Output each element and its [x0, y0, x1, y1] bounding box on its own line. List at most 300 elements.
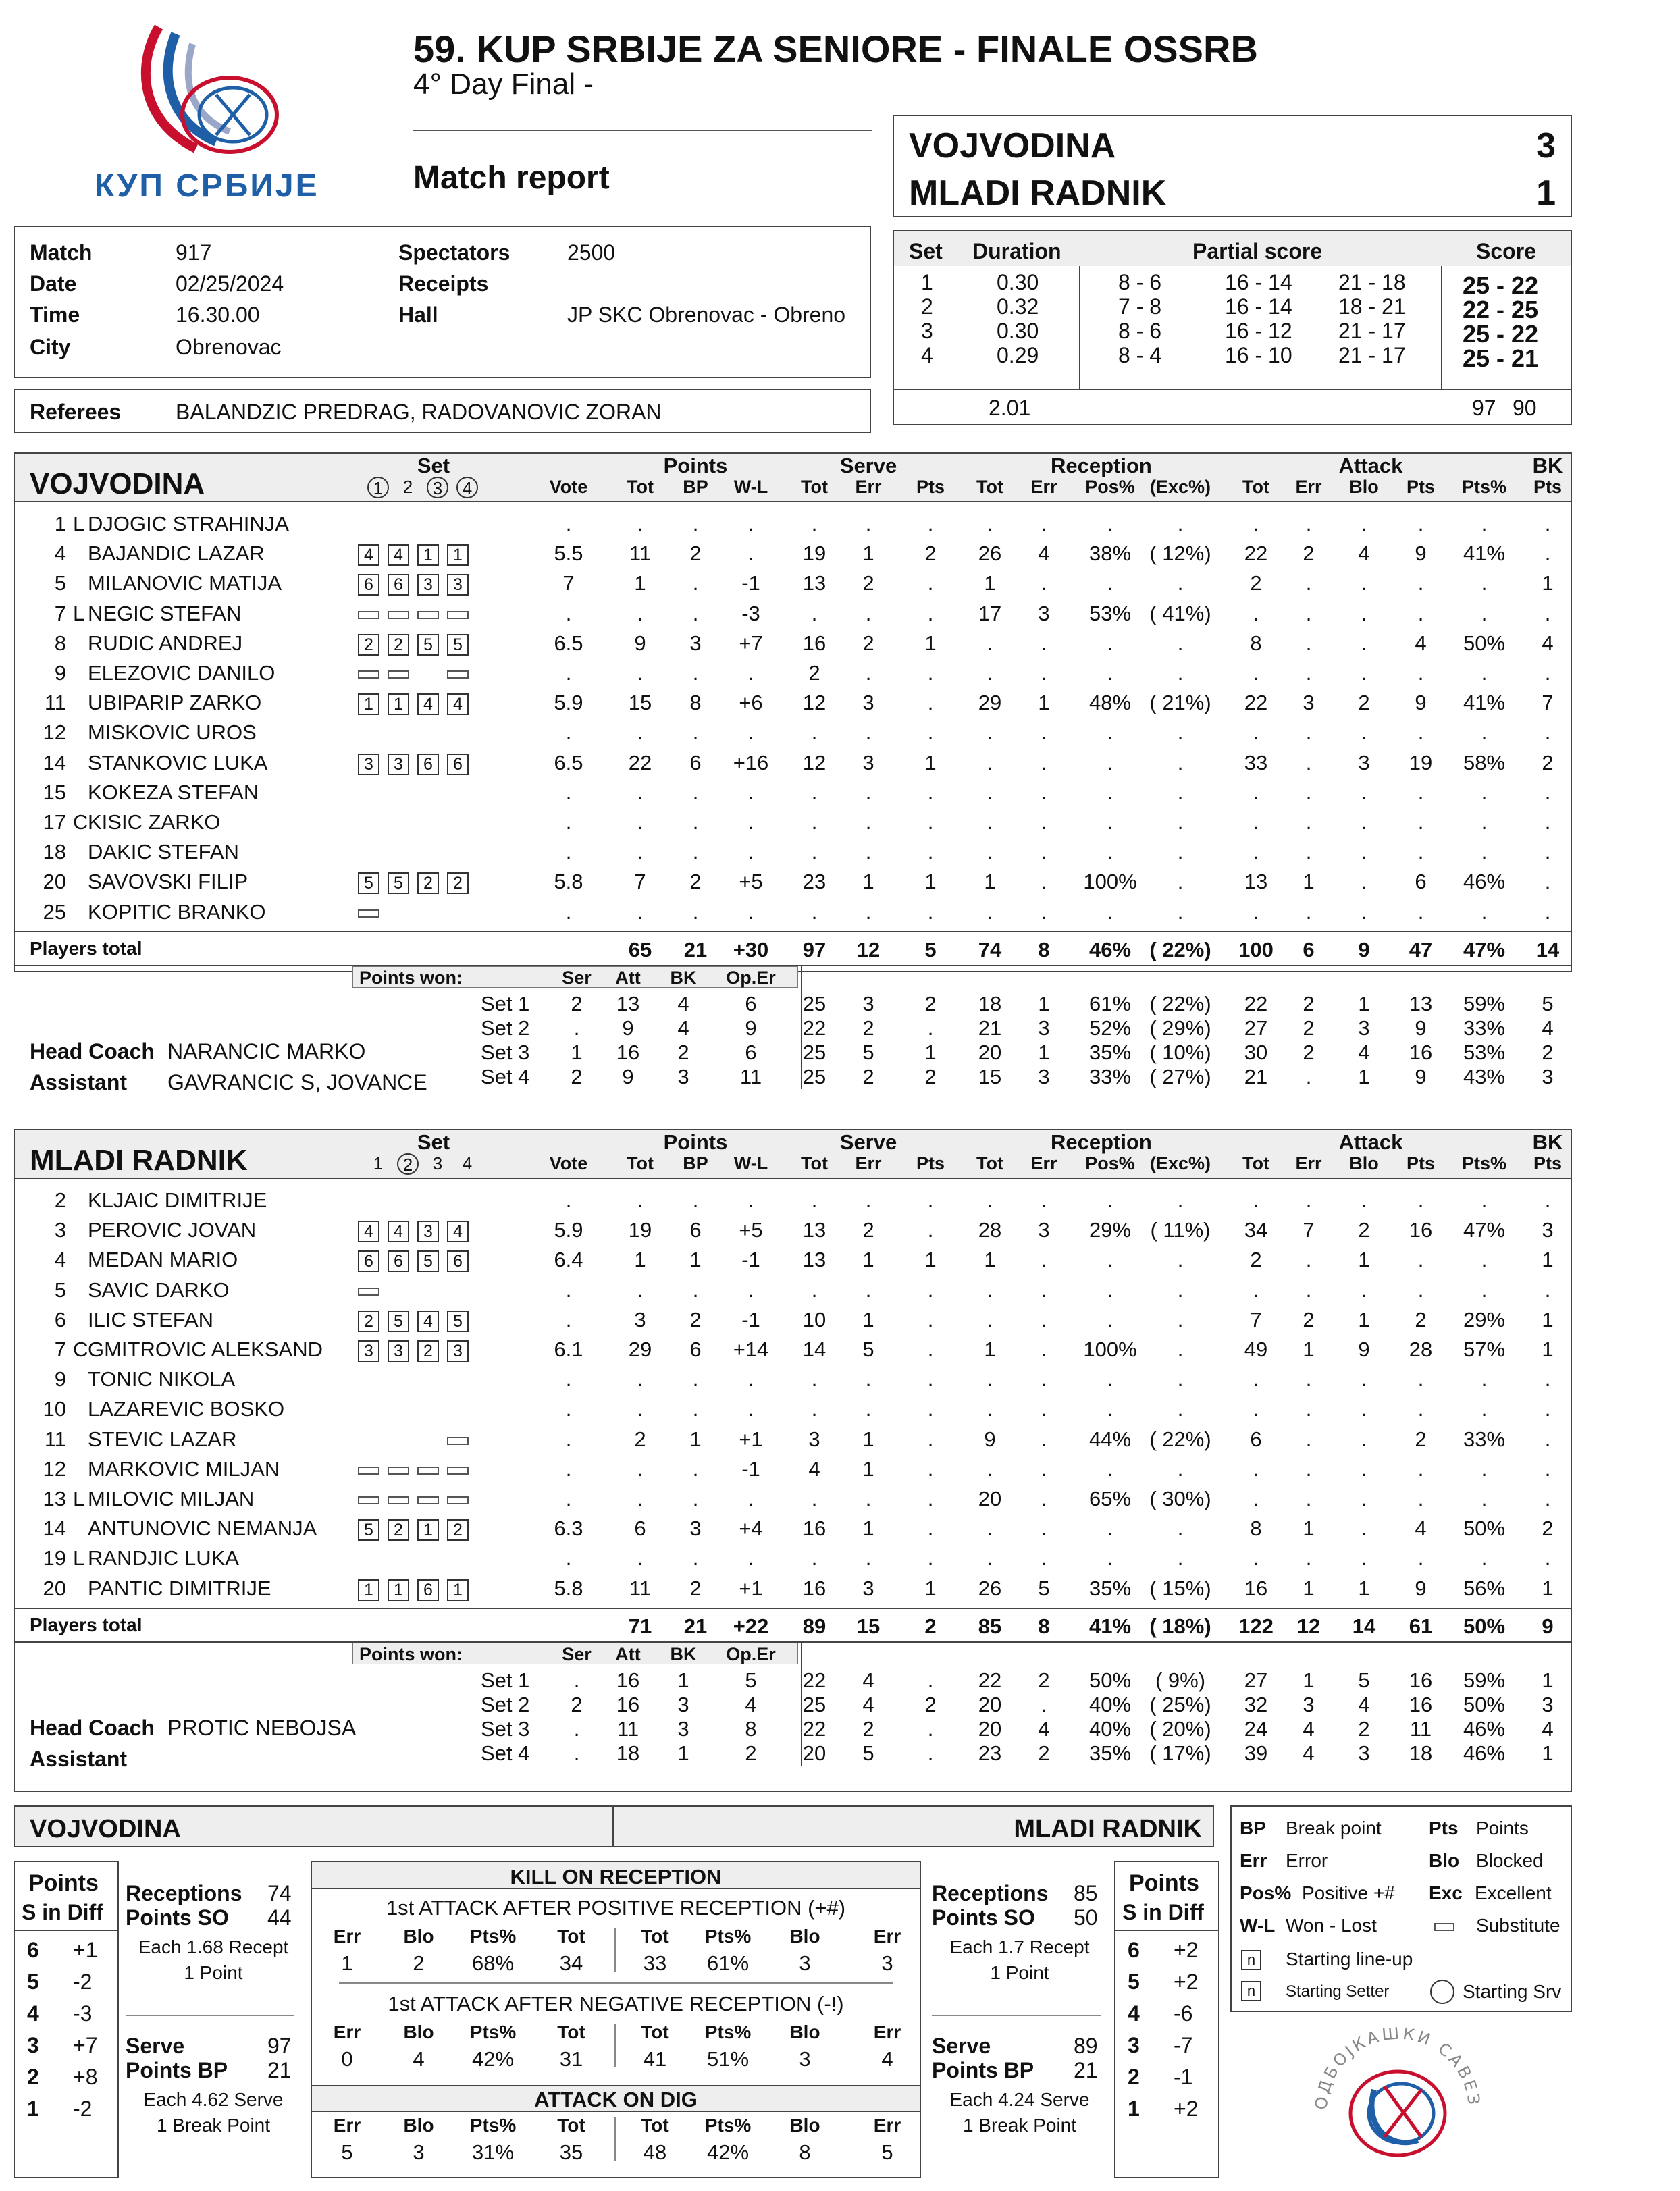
stat-bp: 8: [689, 691, 702, 715]
negative-value: 4: [413, 2047, 425, 2071]
stat-ablo: 1: [1358, 1307, 1370, 1331]
serve-label: Serve: [932, 2034, 991, 2058]
per-set-atot: 30: [1244, 1040, 1268, 1064]
substitute-marker: [358, 1288, 379, 1296]
stat-rexc: ( 41%): [1149, 601, 1211, 625]
receipts-label: Receipts: [398, 271, 489, 296]
stat-bk: .: [1544, 661, 1551, 685]
stat-tot: 11: [629, 1576, 652, 1600]
positive-value: 68%: [471, 1951, 515, 1975]
stat-atot: 16: [1244, 1576, 1268, 1600]
stat-rtot: .: [987, 661, 993, 685]
stat-tot: .: [637, 1188, 644, 1212]
stat-aerr: .: [1305, 1456, 1312, 1481]
stat-rerr: .: [1041, 840, 1047, 864]
per-set-serr: 3: [862, 991, 874, 1015]
per-set-rpos: 50%: [1088, 1668, 1132, 1692]
stat-stot: .: [811, 1397, 818, 1421]
players-total-label: Players total: [30, 1614, 142, 1635]
stat-serr: .: [865, 1487, 872, 1510]
stat-tot: .: [637, 1277, 644, 1302]
stat-atot: 22: [1244, 542, 1268, 566]
stat-rerr: .: [1041, 1307, 1047, 1331]
stat-rerr: .: [1041, 810, 1047, 834]
header-line: [15, 501, 1571, 502]
stat-wl: -1: [741, 571, 760, 596]
player-row: [15, 900, 1571, 930]
stat-tot: 6: [634, 1516, 646, 1541]
total-line: [15, 1608, 1571, 1609]
rotation-diff: +2: [1174, 2096, 1199, 2121]
player-row: [15, 1546, 1571, 1576]
lineup-position-box: 5: [447, 1311, 469, 1332]
stat-apts: 2: [1415, 1427, 1427, 1451]
lineup-position-box: 6: [447, 1250, 469, 1272]
stat-spts: .: [927, 1427, 934, 1451]
legend-value: Substitute: [1476, 1915, 1560, 1936]
stat-bp: 3: [689, 631, 702, 655]
negative-header: Tot: [641, 2022, 669, 2042]
stat-stot: .: [811, 1546, 818, 1570]
per-set-spts: .: [927, 1668, 934, 1692]
stat-rtot: 17: [978, 601, 1002, 625]
stat-wl: +4: [739, 1516, 763, 1541]
stat-wl: .: [747, 1188, 754, 1212]
per-set-rpos: 40%: [1088, 1716, 1132, 1741]
stat-rexc: .: [1177, 840, 1184, 864]
stat-bk: 4: [1542, 631, 1554, 655]
stat-spts: .: [927, 691, 934, 715]
lineup-position-box: 3: [388, 1340, 409, 1362]
negative-title: 1st ATTACK AFTER NEGATIVE RECEPTION (-!): [388, 1992, 844, 2015]
total-bk: 14: [1535, 937, 1560, 961]
stat-rpos: .: [1107, 631, 1113, 655]
stat-stot: .: [811, 840, 818, 864]
stat-rtot: 29: [978, 691, 1002, 715]
stat-rtot: .: [987, 1367, 993, 1392]
stat-rexc: .: [1177, 1397, 1184, 1421]
stat-rtot: 1: [984, 1248, 996, 1272]
stat-spts: .: [927, 1367, 934, 1392]
hall-value: JP SKC Obrenovac - Obreno: [567, 302, 846, 327]
per-set-bk: 3: [677, 1692, 689, 1716]
serve-value: 97: [267, 2034, 292, 2058]
set-number: 4: [921, 343, 933, 367]
per-set-rtot: 21: [978, 1015, 1002, 1040]
substitute-marker: [358, 909, 379, 918]
per-set-serr: 5: [862, 1040, 874, 1064]
per-set-bk: 4: [1542, 1015, 1554, 1040]
points-won-label: Points won:: [359, 967, 463, 988]
col-header-apct: Pts%: [1461, 477, 1507, 497]
stat-atot: 2: [1250, 1248, 1262, 1272]
stat-stot: .: [811, 899, 818, 924]
stat-rpos: .: [1107, 512, 1113, 535]
stat-rerr: .: [1041, 1338, 1047, 1361]
col-header-aerr: Err: [1295, 477, 1322, 497]
pw-header-att: Att: [615, 967, 641, 988]
per-set-aerr: 3: [1303, 1692, 1315, 1716]
kup-logo-text: КУП СРБИЈЕ: [95, 168, 319, 204]
per-set-aerr: 1: [1303, 1668, 1315, 1692]
negative-value: 4: [881, 2047, 893, 2071]
stat-tot: 1: [634, 1248, 646, 1272]
dig-value: 5: [881, 2140, 893, 2164]
stat-tot: 11: [629, 542, 652, 566]
per-set-serr: 4: [862, 1668, 874, 1692]
stat-rtot: 20: [978, 1487, 1002, 1510]
player-name: STANKOVIC LUKA: [88, 750, 268, 774]
seal-text: ОДБОЈКАШКИ САВЕЗ: [1311, 2024, 1484, 2111]
per-set-bk: 4: [677, 991, 689, 1015]
total-serr: 15: [856, 1614, 881, 1638]
lineup-position-box: 2: [388, 1519, 409, 1541]
col-header-vote: Vote: [549, 1153, 588, 1173]
player-number: 8: [54, 631, 66, 655]
stat-rpos: 100%: [1083, 870, 1137, 894]
starting-serve-circle: 2: [397, 1153, 419, 1175]
stat-aerr: .: [1305, 1367, 1312, 1392]
player-row: [15, 1516, 1571, 1546]
legend-value: Won - Lost: [1286, 1915, 1377, 1936]
per-set-aerr: 2: [1303, 1015, 1315, 1040]
player-role: L: [73, 1546, 85, 1570]
stat-wl: +1: [739, 1576, 763, 1600]
stat-serr: .: [865, 840, 872, 864]
total-atot: 122: [1238, 1614, 1274, 1638]
stat-ablo: 2: [1358, 1218, 1370, 1242]
negative-value: 42%: [471, 2047, 515, 2071]
per-set-aerr: .: [1305, 1064, 1312, 1088]
stat-apts: .: [1417, 720, 1424, 745]
stat-rpos: .: [1107, 1248, 1113, 1272]
per-set-apts: 13: [1409, 991, 1433, 1015]
per-set-apct: 50%: [1463, 1692, 1506, 1716]
stat-stot: 12: [802, 691, 826, 715]
stat-stot: 16: [802, 1516, 826, 1541]
per-set-serr: 4: [862, 1692, 874, 1716]
stat-rtot: .: [987, 840, 993, 864]
per-set-rpos: 33%: [1088, 1064, 1132, 1088]
per-set-bk: 3: [1542, 1064, 1554, 1088]
stat-bp: .: [692, 899, 699, 924]
positive-value: 3: [881, 1951, 893, 1975]
stat-apct: 56%: [1463, 1576, 1506, 1600]
lineup-position-box: 2: [447, 872, 469, 894]
total-spts: 5: [924, 937, 937, 961]
stat-spts: .: [927, 1487, 934, 1510]
set-score: 22 - 25: [1463, 296, 1539, 323]
player-number: 6: [54, 1307, 66, 1331]
player-row: [15, 1248, 1571, 1277]
stat-rpos: .: [1107, 780, 1113, 804]
col-header-ablo: Blo: [1349, 1153, 1379, 1173]
stat-vote: .: [565, 780, 572, 804]
per-set-bk: 1: [1542, 1741, 1554, 1765]
dig-value: 5: [341, 2140, 353, 2164]
set-duration: 0.30: [997, 270, 1039, 294]
per-set-ser: .: [573, 1015, 580, 1040]
stat-atot: .: [1253, 1397, 1259, 1421]
stat-rtot: .: [987, 810, 993, 834]
dig-header: Pts%: [469, 2115, 517, 2136]
per-set-aerr: 4: [1303, 1741, 1315, 1765]
stat-bp: .: [692, 1188, 699, 1212]
stat-spts: .: [927, 899, 934, 924]
stat-atot: .: [1253, 661, 1259, 685]
stat-aerr: 7: [1303, 1218, 1315, 1242]
stat-vote: .: [565, 899, 572, 924]
lineup-position-box: 4: [417, 1311, 439, 1332]
stat-atot: .: [1253, 1188, 1259, 1212]
per-set-spts: .: [927, 1741, 934, 1765]
stat-aerr: .: [1305, 1397, 1312, 1421]
lineup-position-box: 3: [447, 574, 469, 596]
stat-aerr: .: [1305, 1188, 1312, 1212]
stat-tot: .: [637, 512, 644, 535]
total-rexc: ( 22%): [1149, 937, 1211, 961]
stat-rtot: .: [987, 780, 993, 804]
result-team-b: MLADI RADNIK: [909, 174, 1167, 213]
player-number: 3: [54, 1218, 66, 1242]
receptions-value: 85: [1074, 1881, 1098, 1905]
legend-value: Error: [1286, 1850, 1328, 1871]
stat-vote: 6.5: [554, 631, 583, 655]
stat-apts: 19: [1409, 750, 1433, 774]
per-set-rerr: 1: [1038, 991, 1050, 1015]
stat-tot: .: [637, 1487, 644, 1510]
stat-ablo: 1: [1358, 1576, 1370, 1600]
per-set-ser: .: [573, 1668, 580, 1692]
stat-rtot: .: [987, 1277, 993, 1302]
player-name: SAVOVSKI FILIP: [88, 870, 248, 894]
rotation-setter: 6: [27, 1938, 39, 1962]
player-role: C: [73, 810, 88, 834]
stat-atot: .: [1253, 1546, 1259, 1570]
rotation-diff: +2: [1174, 1970, 1199, 1994]
set-score: 25 - 22: [1463, 320, 1539, 348]
page-title: 59. KUP SRBIJE ZA SENIORE - FINALE OSSRB: [413, 28, 1258, 70]
col-header-bp: BP: [683, 477, 708, 497]
stat-vote: .: [565, 1367, 572, 1392]
total-atot: 100: [1238, 937, 1274, 961]
per-set-rexc: ( 9%): [1155, 1668, 1206, 1692]
lineup-position-box: 5: [358, 872, 379, 894]
stat-rpos: .: [1107, 899, 1113, 924]
stat-stot: .: [811, 1367, 818, 1392]
per-set-atot: 39: [1244, 1741, 1268, 1765]
pw-header-bk2: BK: [670, 1643, 697, 1664]
stat-aerr: .: [1305, 631, 1312, 655]
stat-bk: .: [1544, 840, 1551, 864]
player-name: DJOGIC STRAHINJA: [88, 512, 289, 535]
stat-serr: .: [865, 1397, 872, 1421]
stat-apts: .: [1417, 780, 1424, 804]
stat-apts: 2: [1415, 1307, 1427, 1331]
stat-atot: .: [1253, 720, 1259, 745]
negative-header: Pts%: [469, 2022, 517, 2042]
per-set-ser: .: [573, 1716, 580, 1741]
per-set-att: 16: [616, 1040, 640, 1064]
stat-wl: .: [747, 1277, 754, 1302]
legend-box: [1230, 1805, 1572, 2012]
per-set-ablo: 1: [1358, 991, 1370, 1015]
per-set-rexc: ( 17%): [1149, 1741, 1211, 1765]
lineup-position-box: 2: [417, 1340, 439, 1362]
player-row: [15, 1427, 1571, 1457]
col-header-ablo: Blo: [1349, 477, 1379, 497]
stat-bk: 7: [1542, 691, 1554, 715]
s-in-diff-label: S in Diff: [22, 1900, 103, 1924]
stat-bk: 2: [1542, 750, 1554, 774]
lineup-position-box: 4: [447, 693, 469, 715]
lineup-position-box: 6: [417, 1579, 439, 1601]
rotation-setter: 4: [27, 2001, 39, 2026]
set-number: 1: [921, 270, 933, 294]
stat-bk: .: [1544, 810, 1551, 834]
stat-atot: 2: [1250, 571, 1262, 596]
stat-rtot: .: [987, 1516, 993, 1541]
stat-stot: .: [811, 1188, 818, 1212]
stat-ablo: 4: [1358, 542, 1370, 566]
per-set-rexc: ( 10%): [1149, 1040, 1211, 1064]
stat-bp: 3: [689, 1516, 702, 1541]
stat-wl: .: [747, 1487, 754, 1510]
stat-rtot: .: [987, 899, 993, 924]
per-set-atot: 32: [1244, 1692, 1268, 1716]
per-set-rerr: 3: [1038, 1015, 1050, 1040]
per-set-rerr: 2: [1038, 1741, 1050, 1765]
sets-box: [893, 230, 1572, 425]
substitute-marker: [388, 1496, 409, 1504]
rotation-diff: -6: [1174, 2001, 1193, 2026]
player-number: 18: [43, 840, 66, 864]
total-aerr: 12: [1296, 1614, 1321, 1638]
kup-logo: [95, 14, 338, 216]
col-header-serr: Err: [855, 477, 882, 497]
stat-rtot: 1: [984, 870, 996, 894]
stat-bk: 1: [1542, 571, 1554, 596]
stat-rerr: .: [1041, 1516, 1047, 1541]
pw-header-oper: Op.Er: [726, 1643, 776, 1664]
stat-serr: .: [865, 601, 872, 625]
positive-header: Tot: [641, 1926, 669, 1947]
stat-rerr: .: [1041, 1546, 1047, 1570]
stat-apct: 58%: [1463, 750, 1506, 774]
kup-logo-icon: [95, 14, 338, 169]
stat-bk: 1: [1542, 1307, 1554, 1331]
per-set-rtot: 20: [978, 1716, 1002, 1741]
set-number-header: 2: [402, 477, 413, 497]
points-label: Points: [28, 1870, 99, 1896]
starting-srv-icon: [1430, 1980, 1454, 2004]
stat-apct: 29%: [1463, 1307, 1506, 1331]
stat-stot: .: [811, 601, 818, 625]
col-header-vote: Vote: [549, 477, 588, 497]
total-aerr: 6: [1303, 937, 1315, 961]
set-partial-21: 21 - 17: [1338, 319, 1406, 343]
pw-header-ser: Ser: [562, 1643, 592, 1664]
result-team-a: VOJVODINA: [909, 126, 1116, 165]
stat-apct: .: [1481, 1188, 1488, 1212]
group-header-set: Set: [417, 1130, 450, 1154]
stat-rexc: ( 22%): [1149, 1427, 1211, 1451]
kill-on-reception-box: [311, 1861, 921, 2178]
per-set-atot: 27: [1244, 1015, 1268, 1040]
lineup-position-box: 5: [447, 634, 469, 656]
stat-bp: .: [692, 1456, 699, 1481]
stat-rexc: ( 30%): [1149, 1487, 1211, 1510]
stat-serr: .: [865, 810, 872, 834]
substitute-marker: [447, 611, 469, 619]
player-name: UBIPARIP ZARKO: [88, 691, 262, 715]
per-set-ablo: 5: [1358, 1668, 1370, 1692]
stat-atot: .: [1253, 512, 1259, 535]
stat-rpos: .: [1107, 810, 1113, 834]
stat-wl: .: [747, 661, 754, 685]
receptions-label: Receptions: [126, 1881, 242, 1905]
group-header-bk: BK: [1532, 1130, 1563, 1154]
stat-bk: .: [1544, 780, 1551, 804]
kill-center-divider: [614, 1928, 616, 1972]
stat-spts: .: [927, 1397, 934, 1421]
set-partial-16: 16 - 10: [1225, 343, 1292, 367]
col-header-apct: Pts%: [1461, 1153, 1507, 1173]
stat-rerr: 3: [1038, 1218, 1050, 1242]
stat-aerr: .: [1305, 780, 1312, 804]
stat-serr: .: [865, 720, 872, 745]
summary-team-b: MLADI RADNIK: [1014, 1815, 1202, 1843]
total-line: [15, 931, 1571, 932]
stat-tot: 9: [634, 631, 646, 655]
stat-rerr: .: [1041, 750, 1047, 774]
set-duration: 0.30: [997, 319, 1039, 343]
stat-rexc: .: [1177, 512, 1184, 535]
player-number: 7: [54, 1338, 66, 1361]
player-name: MARKOVIC MILJAN: [88, 1456, 280, 1481]
per-set-bk: 2: [677, 1040, 689, 1064]
each-reception: Each 1.68 Recept: [138, 1936, 289, 1957]
rotation-diff: +8: [73, 2065, 98, 2089]
stat-ablo: .: [1361, 1456, 1367, 1481]
stat-atot: .: [1253, 899, 1259, 924]
per-set-apts: 16: [1409, 1040, 1433, 1064]
player-name: PANTIC DIMITRIJE: [88, 1576, 271, 1600]
player-row: [15, 1367, 1571, 1397]
stat-vote: .: [565, 1456, 572, 1481]
starting-setter-label: Starting Setter: [1286, 1982, 1390, 2001]
stat-rtot: 28: [978, 1218, 1002, 1242]
stat-tot: .: [637, 1397, 644, 1421]
substitute-marker: [447, 1437, 469, 1445]
dig-value: 31%: [471, 2140, 515, 2164]
player-row: [15, 1457, 1571, 1487]
dig-title: ATTACK ON DIG: [534, 2088, 698, 2111]
substitute-marker: [447, 1467, 469, 1475]
set-partial-21: 21 - 18: [1338, 270, 1406, 294]
group-header-points: Points: [663, 454, 728, 477]
stat-apts: 9: [1415, 1576, 1427, 1600]
lineup-position-box: 6: [447, 754, 469, 775]
stat-rerr: 3: [1038, 601, 1050, 625]
lineup-position-box: 3: [388, 754, 409, 775]
stat-aerr: .: [1305, 1277, 1312, 1302]
positive-value: 34: [559, 1951, 583, 1975]
total-bp: 21: [683, 1614, 708, 1638]
lineup-position-box: 2: [358, 634, 379, 656]
date-value: 02/25/2024: [176, 271, 284, 296]
stat-vote: .: [565, 1397, 572, 1421]
